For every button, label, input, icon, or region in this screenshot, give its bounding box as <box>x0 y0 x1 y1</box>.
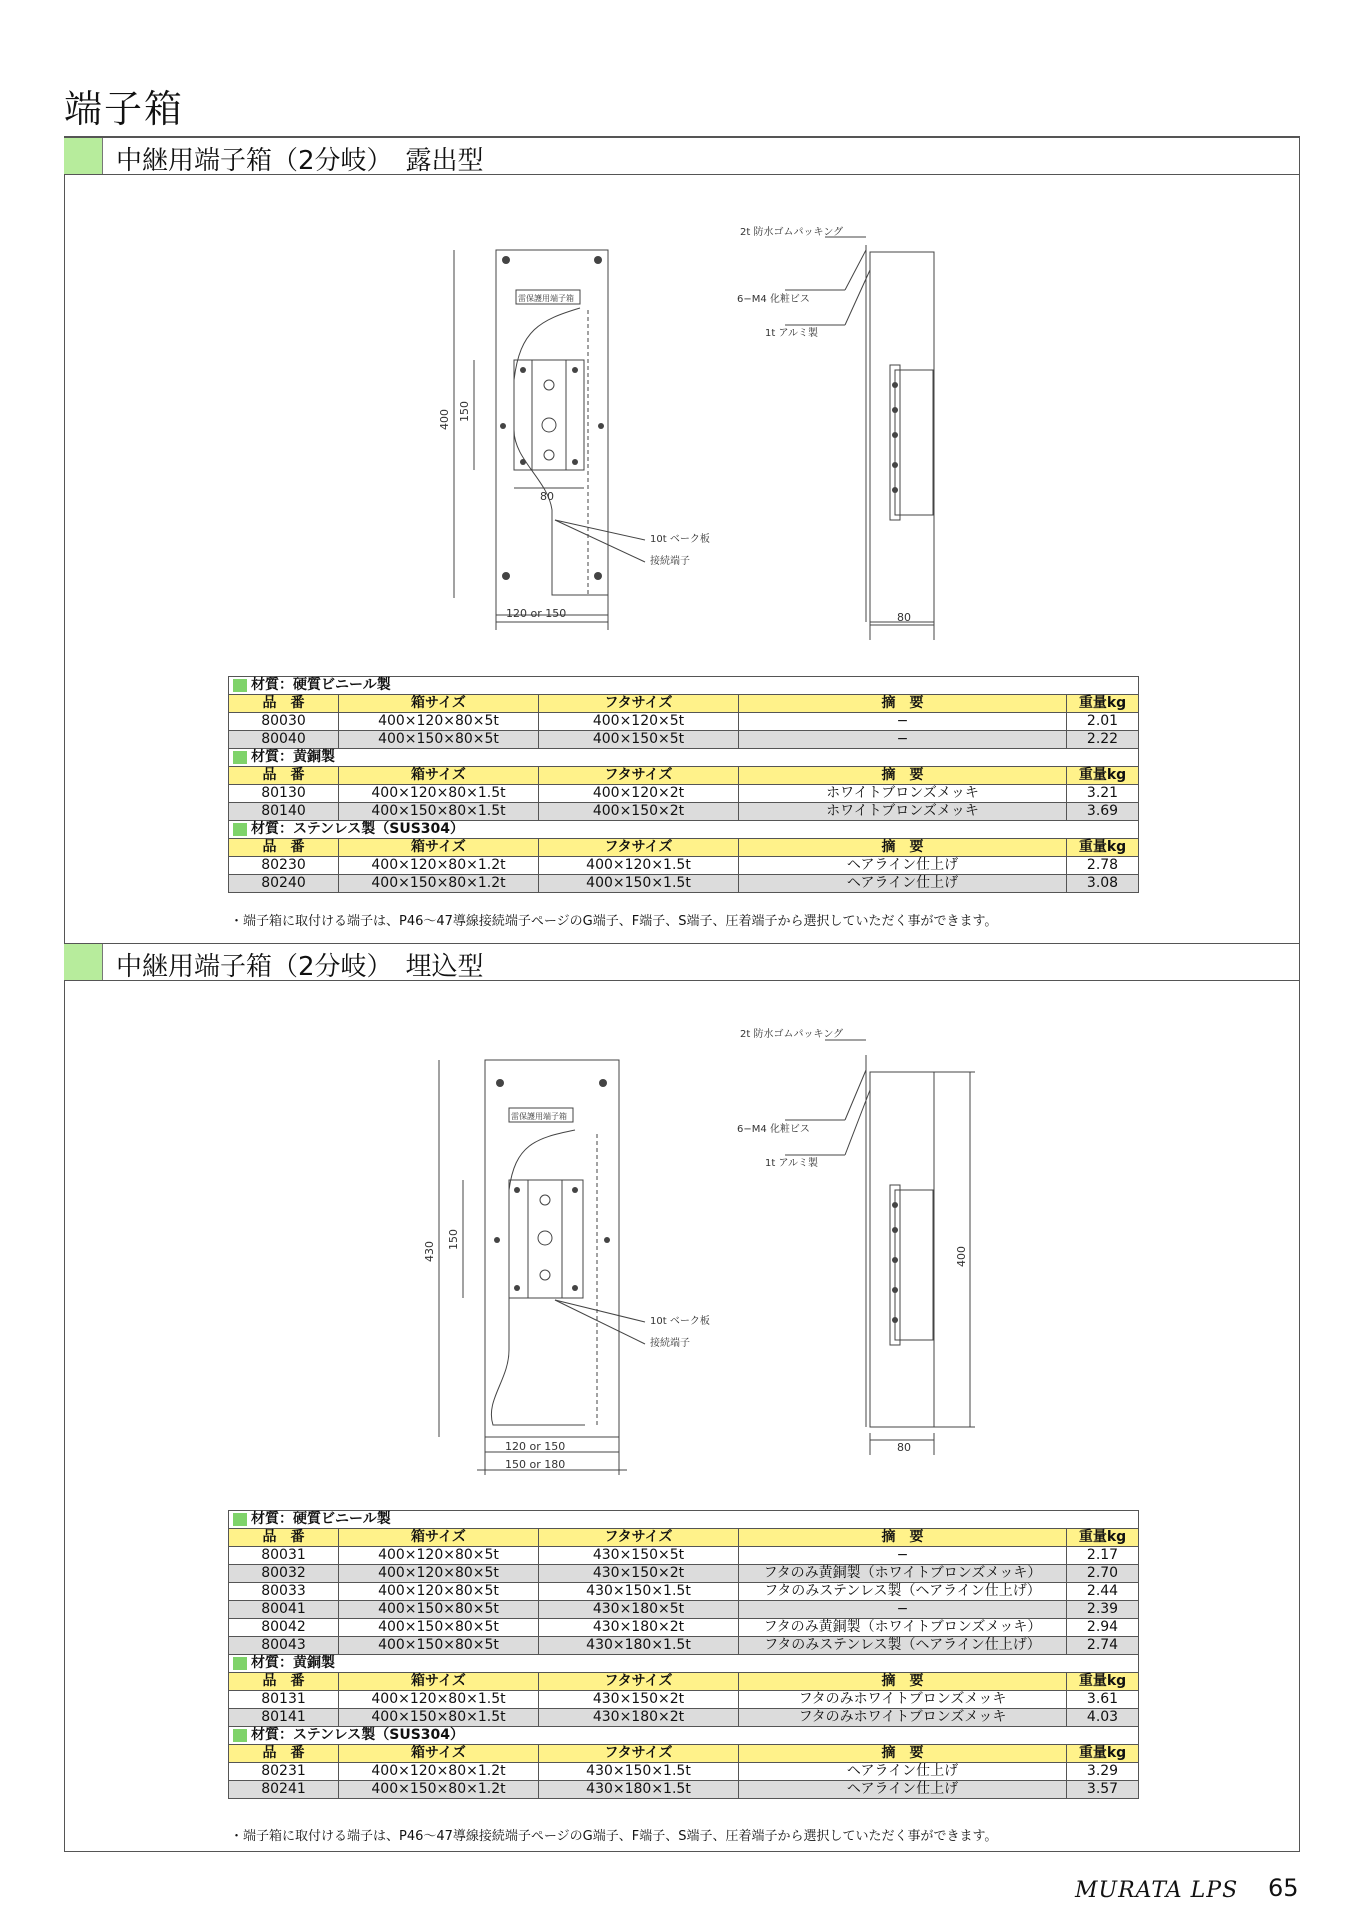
table-cell: フタサイズ <box>539 1529 739 1547</box>
table-row <box>229 1709 1139 1727</box>
table-cell: ヘアライン仕上げ <box>739 1763 1067 1781</box>
table-cell: 箱サイズ <box>339 1745 539 1763</box>
page-title: 端子箱 <box>64 87 185 131</box>
table-cell: 430×180×1.5t <box>539 1781 739 1799</box>
table-cell: 400×150×80×5t <box>339 1619 539 1637</box>
side-view-drawing-exposed <box>725 210 965 630</box>
table-cell: 80130 <box>229 785 339 803</box>
table-cell: 品 番 <box>229 695 339 713</box>
table-cell: 80043 <box>229 1637 339 1655</box>
box-label: 雷保護用端子箱 <box>518 294 574 303</box>
table-cell: 400×150×80×1.5t <box>339 803 539 821</box>
table-cell: 3.57 <box>1067 1781 1139 1799</box>
table-cell: 80230 <box>229 857 339 875</box>
spec-table-embedded <box>228 1510 1139 1799</box>
table-cell: 80231 <box>229 1763 339 1781</box>
table-cell: 80141 <box>229 1709 339 1727</box>
table-cell: 2.44 <box>1067 1583 1139 1601</box>
header-row <box>229 839 1139 857</box>
table-cell: 品 番 <box>229 1673 339 1691</box>
callout-body: 1t アルミ製 <box>765 328 819 339</box>
table-cell: フタサイズ <box>539 839 739 857</box>
section-marker <box>64 138 103 174</box>
table-cell: 品 番 <box>229 1529 339 1547</box>
table-cell: 80031 <box>229 1547 339 1565</box>
callout-screw: 6−M4 化粧ビス <box>737 1124 810 1135</box>
table-cell: 400×150×80×5t <box>339 1601 539 1619</box>
table-cell: フタサイズ <box>539 1673 739 1691</box>
table-cell: 箱サイズ <box>339 695 539 713</box>
section-marker <box>64 944 103 980</box>
front-view-drawing-embedded <box>425 1050 655 1480</box>
table-row <box>229 1637 1139 1655</box>
callout-packing: 2t 防水ゴムパッキング <box>740 1029 844 1040</box>
table-cell: フタのみ黄銅製（ホワイトブロンズメッキ） <box>739 1565 1067 1583</box>
table-cell: 重量kg <box>1067 839 1139 857</box>
table-cell: 摘 要 <box>739 767 1067 785</box>
table-cell: − <box>739 713 1067 731</box>
table-cell: 430×180×2t <box>539 1709 739 1727</box>
table-cell: 品 番 <box>229 839 339 857</box>
table-cell: 材質：硬質ビニール製 <box>229 1511 1139 1529</box>
table-cell: 80030 <box>229 713 339 731</box>
table-cell: − <box>739 1547 1067 1565</box>
table-cell: フタのみステンレス製（ヘアライン仕上げ） <box>739 1637 1067 1655</box>
callout-packing: 2t 防水ゴムパッキング <box>740 227 844 238</box>
dim-height: 400 <box>438 409 451 430</box>
table-cell: 400×120×80×1.5t <box>339 785 539 803</box>
table-cell: 箱サイズ <box>339 767 539 785</box>
table-cell: 品 番 <box>229 767 339 785</box>
side-view-drawing-embedded <box>725 1015 985 1455</box>
callout-plate: 10t ベーク板 <box>650 534 710 545</box>
table-cell: 箱サイズ <box>339 1529 539 1547</box>
note-text: ・端子箱に取付ける端子は、P46〜47導線接続端子ページのG端子、F端子、S端子、圧着端子から選択していただく事ができます。 <box>230 1829 998 1844</box>
table-cell: 430×180×1.5t <box>539 1637 739 1655</box>
front-view-drawing-exposed <box>440 200 670 640</box>
table-cell: 80040 <box>229 731 339 749</box>
table-cell: フタのみ黄銅製（ホワイトブロンズメッキ） <box>739 1619 1067 1637</box>
table-cell: フタサイズ <box>539 767 739 785</box>
box-label: 雷保護用端子箱 <box>511 1112 567 1121</box>
table-row <box>229 1601 1139 1619</box>
header-row <box>229 1673 1139 1691</box>
table-cell: 重量kg <box>1067 1745 1139 1763</box>
table-cell: 80140 <box>229 803 339 821</box>
section-header-exposed <box>64 137 1300 175</box>
section-header-embedded <box>64 943 1300 981</box>
table-cell: 430×150×1.5t <box>539 1583 739 1601</box>
note-text: ・端子箱に取付ける端子は、P46〜47導線接続端子ページのG端子、F端子、S端子、圧着端子から選択していただく事ができます。 <box>230 914 998 929</box>
table-cell: 80131 <box>229 1691 339 1709</box>
table-cell: 400×120×5t <box>539 713 739 731</box>
table-cell: フタサイズ <box>539 1745 739 1763</box>
table-cell: フタのみホワイトブロンズメッキ <box>739 1691 1067 1709</box>
table-cell: 摘 要 <box>739 1673 1067 1691</box>
dim-depth: 80 <box>897 1441 911 1454</box>
table-cell: 400×120×2t <box>539 785 739 803</box>
table-cell: 品 番 <box>229 1745 339 1763</box>
dim-width-inner: 80 <box>540 490 554 503</box>
table-cell: ヘアライン仕上げ <box>739 875 1067 893</box>
page-number: 65 <box>1268 1874 1299 1902</box>
header-row <box>229 1745 1139 1763</box>
table-cell: 材質：ステンレス製（SUS304） <box>229 1727 1139 1745</box>
table-cell: 2.17 <box>1067 1547 1139 1565</box>
spec-table-exposed <box>228 676 1139 893</box>
callout-plate: 10t ベーク板 <box>650 1316 710 1327</box>
table-cell: 430×150×5t <box>539 1547 739 1565</box>
table-cell: 400×120×80×5t <box>339 1583 539 1601</box>
table-row <box>229 1565 1139 1583</box>
material-row <box>229 677 1139 695</box>
dim-width-2: 150 or 180 <box>505 1458 566 1471</box>
table-cell: − <box>739 731 1067 749</box>
table-row <box>229 1691 1139 1709</box>
table-cell: 箱サイズ <box>339 1673 539 1691</box>
material-row <box>229 1511 1139 1529</box>
table-cell: 80240 <box>229 875 339 893</box>
table-row <box>229 731 1139 749</box>
table-cell: 400×120×80×1.5t <box>339 1691 539 1709</box>
table-cell: 400×150×5t <box>539 731 739 749</box>
table-cell: − <box>739 1601 1067 1619</box>
table-row <box>229 1547 1139 1565</box>
table-cell: 2.39 <box>1067 1601 1139 1619</box>
table-cell: 400×150×1.5t <box>539 875 739 893</box>
dim-width: 120 or 150 <box>505 1440 566 1453</box>
material-row <box>229 821 1139 839</box>
dim-height: 430 <box>423 1241 436 1262</box>
table-cell: 材質：黄銅製 <box>229 1655 1139 1673</box>
table-cell: 400×120×80×5t <box>339 713 539 731</box>
table-cell: 重量kg <box>1067 695 1139 713</box>
section-title: 中継用端子箱（2分岐） 露出型 <box>116 146 484 176</box>
table-cell: フタのみステンレス製（ヘアライン仕上げ） <box>739 1583 1067 1601</box>
material-row <box>229 749 1139 767</box>
callout-body: 1t アルミ製 <box>765 1158 819 1169</box>
table-row <box>229 1763 1139 1781</box>
table-cell: ヘアライン仕上げ <box>739 857 1067 875</box>
table-cell: 摘 要 <box>739 1529 1067 1547</box>
table-cell: 80032 <box>229 1565 339 1583</box>
table-row <box>229 803 1139 821</box>
table-cell: 430×180×5t <box>539 1601 739 1619</box>
table-cell: 430×150×2t <box>539 1565 739 1583</box>
table-cell: 2.70 <box>1067 1565 1139 1583</box>
table-cell: 80041 <box>229 1601 339 1619</box>
table-cell: ホワイトブロンズメッキ <box>739 803 1067 821</box>
table-cell: 材質：黄銅製 <box>229 749 1139 767</box>
table-cell: 430×150×1.5t <box>539 1763 739 1781</box>
table-cell: 430×180×2t <box>539 1619 739 1637</box>
table-cell: ホワイトブロンズメッキ <box>739 785 1067 803</box>
table-cell: 80241 <box>229 1781 339 1799</box>
callout-terminal: 接続端子 <box>650 1338 690 1349</box>
table-row <box>229 713 1139 731</box>
table-cell: 400×150×80×1.2t <box>339 875 539 893</box>
table-cell: 2.94 <box>1067 1619 1139 1637</box>
brand-name: MURATA LPS <box>1075 1878 1239 1903</box>
table-cell: 400×150×80×1.2t <box>339 1781 539 1799</box>
table-cell: 2.74 <box>1067 1637 1139 1655</box>
header-row <box>229 1529 1139 1547</box>
table-cell: 400×120×80×1.2t <box>339 857 539 875</box>
table-row <box>229 1583 1139 1601</box>
table-row <box>229 1781 1139 1799</box>
table-cell: 430×150×2t <box>539 1691 739 1709</box>
table-cell: 3.08 <box>1067 875 1139 893</box>
callout-screw: 6−M4 化粧ビス <box>737 294 810 305</box>
table-cell: 400×120×80×1.2t <box>339 1763 539 1781</box>
table-cell: 80033 <box>229 1583 339 1601</box>
table-cell: 400×120×80×5t <box>339 1565 539 1583</box>
table-cell: ヘアライン仕上げ <box>739 1781 1067 1799</box>
dim-width: 120 or 150 <box>506 607 567 620</box>
table-cell: 3.69 <box>1067 803 1139 821</box>
table-cell: 摘 要 <box>739 1745 1067 1763</box>
callout-terminal: 接続端子 <box>650 556 690 567</box>
dim-depth: 80 <box>897 611 911 624</box>
table-row <box>229 1619 1139 1637</box>
table-row <box>229 875 1139 893</box>
dim-side-height: 400 <box>955 1246 968 1267</box>
table-cell: 2.01 <box>1067 713 1139 731</box>
table-cell: 材質：ステンレス製（SUS304） <box>229 821 1139 839</box>
table-cell: 重量kg <box>1067 1529 1139 1547</box>
table-cell: 80042 <box>229 1619 339 1637</box>
table-cell: 摘 要 <box>739 695 1067 713</box>
table-cell: 材質：硬質ビニール製 <box>229 677 1139 695</box>
table-cell: 摘 要 <box>739 839 1067 857</box>
header-row <box>229 767 1139 785</box>
table-cell: 400×150×80×5t <box>339 1637 539 1655</box>
table-cell: 重量kg <box>1067 1673 1139 1691</box>
table-cell: 重量kg <box>1067 767 1139 785</box>
table-cell: 2.78 <box>1067 857 1139 875</box>
table-row <box>229 785 1139 803</box>
table-cell: 2.22 <box>1067 731 1139 749</box>
section-title: 中継用端子箱（2分岐） 埋込型 <box>116 952 484 982</box>
table-cell: 400×120×80×5t <box>339 1547 539 1565</box>
dim-inner: 150 <box>458 401 471 422</box>
table-cell: 400×150×80×5t <box>339 731 539 749</box>
table-cell: フタサイズ <box>539 695 739 713</box>
header-row <box>229 695 1139 713</box>
table-cell: フタのみホワイトブロンズメッキ <box>739 1709 1067 1727</box>
table-cell: 3.21 <box>1067 785 1139 803</box>
material-row <box>229 1655 1139 1673</box>
table-cell: 3.29 <box>1067 1763 1139 1781</box>
table-cell: 400×150×2t <box>539 803 739 821</box>
table-cell: 400×120×1.5t <box>539 857 739 875</box>
table-cell: 箱サイズ <box>339 839 539 857</box>
table-cell: 400×150×80×1.5t <box>339 1709 539 1727</box>
table-cell: 3.61 <box>1067 1691 1139 1709</box>
table-row <box>229 857 1139 875</box>
table-cell: 4.03 <box>1067 1709 1139 1727</box>
dim-inner: 150 <box>447 1229 460 1250</box>
material-row <box>229 1727 1139 1745</box>
